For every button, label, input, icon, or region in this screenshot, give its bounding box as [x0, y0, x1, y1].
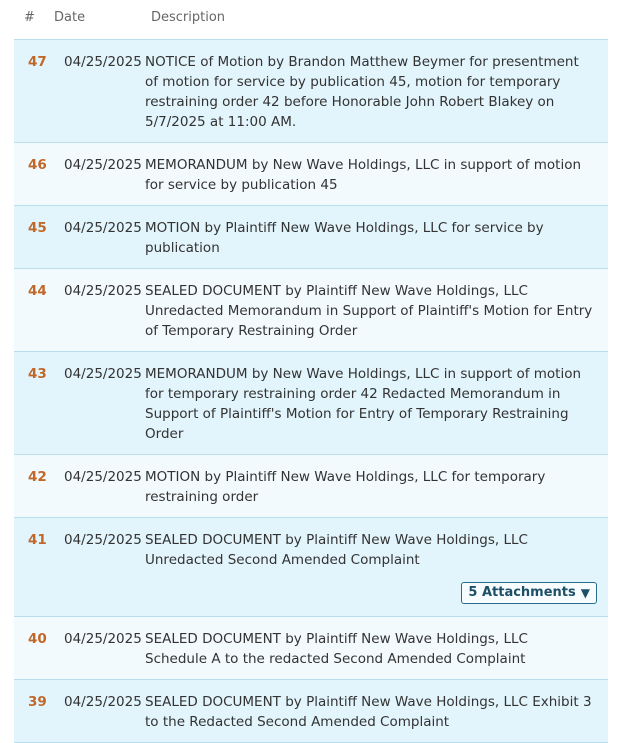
column-header-description: Description	[151, 10, 226, 25]
entry-number[interactable]: 40	[28, 631, 47, 647]
column-header-number: #	[24, 10, 35, 25]
table-row	[14, 269, 608, 352]
table-row	[14, 206, 608, 269]
table-header	[14, 0, 608, 38]
entry-description: SEALED DOCUMENT by Plaintiff New Wave Holdings, LLC Schedule A to the redacted Second Amended Complaint	[145, 631, 528, 667]
triangle-down-icon: ▼	[580, 586, 590, 600]
entry-number[interactable]: 45	[28, 220, 47, 236]
entry-date: 04/25/2025	[64, 157, 142, 173]
entry-number[interactable]: 47	[28, 54, 47, 70]
table-row	[14, 518, 608, 617]
entry-date: 04/25/2025	[64, 532, 142, 548]
entry-date: 04/25/2025	[64, 694, 142, 710]
entry-description: MEMORANDUM by New Wave Holdings, LLC in support of motion for temporary restraining order 42 Redacted Memorandum in Support of Plaintiff's Motion for Entry of Temporary Restraining Order	[145, 366, 582, 442]
entry-date: 04/25/2025	[64, 220, 142, 236]
entry-description: MEMORANDUM by New Wave Holdings, LLC in support of motion for service by publication 45	[145, 157, 582, 193]
table-row	[14, 352, 608, 455]
table-row	[14, 455, 608, 518]
table-row	[14, 143, 608, 206]
entry-number[interactable]: 46	[28, 157, 47, 173]
entry-description: MOTION by Plaintiff New Wave Holdings, LLC for temporary restraining order	[145, 469, 546, 505]
table-row	[14, 617, 608, 680]
entry-description: MOTION by Plaintiff New Wave Holdings, LLC for service by publication	[145, 220, 544, 256]
entry-number[interactable]: 39	[28, 694, 47, 710]
entry-description: NOTICE of Motion by Brandon Matthew Beymer for presentment of motion for service by publication 45, motion for temporary restraining order 42 before Honorable John Robert Blakey on 5/7/2025 at 11:00 AM.	[145, 54, 579, 130]
entry-date: 04/25/2025	[64, 631, 142, 647]
column-header-date: Date	[54, 10, 86, 25]
entry-description: SEALED DOCUMENT by Plaintiff New Wave Holdings, LLC Unredacted Second Amended Complaint	[145, 532, 528, 568]
entry-number[interactable]: 44	[28, 283, 47, 299]
table-row	[14, 680, 608, 743]
entry-number[interactable]: 43	[28, 366, 47, 382]
entry-description: SEALED DOCUMENT by Plaintiff New Wave Holdings, LLC Unredacted Memorandum in Support of Plaintiff's Motion for Entry of Temporary Restraining Order	[145, 283, 593, 339]
attachments-toggle-button[interactable]	[461, 582, 597, 604]
docket-table	[14, 39, 608, 743]
entry-date: 04/25/2025	[64, 469, 142, 485]
entry-date: 04/25/2025	[64, 366, 142, 382]
entry-description: SEALED DOCUMENT by Plaintiff New Wave Holdings, LLC Exhibit 3 to the Redacted Second Amended Complaint	[145, 694, 592, 730]
table-row	[14, 40, 608, 143]
entry-number[interactable]: 41	[28, 532, 47, 548]
entry-date: 04/25/2025	[64, 54, 142, 70]
entry-number[interactable]: 42	[28, 469, 47, 485]
entry-date: 04/25/2025	[64, 283, 142, 299]
attachments-label: 5 Attachments	[468, 585, 576, 600]
